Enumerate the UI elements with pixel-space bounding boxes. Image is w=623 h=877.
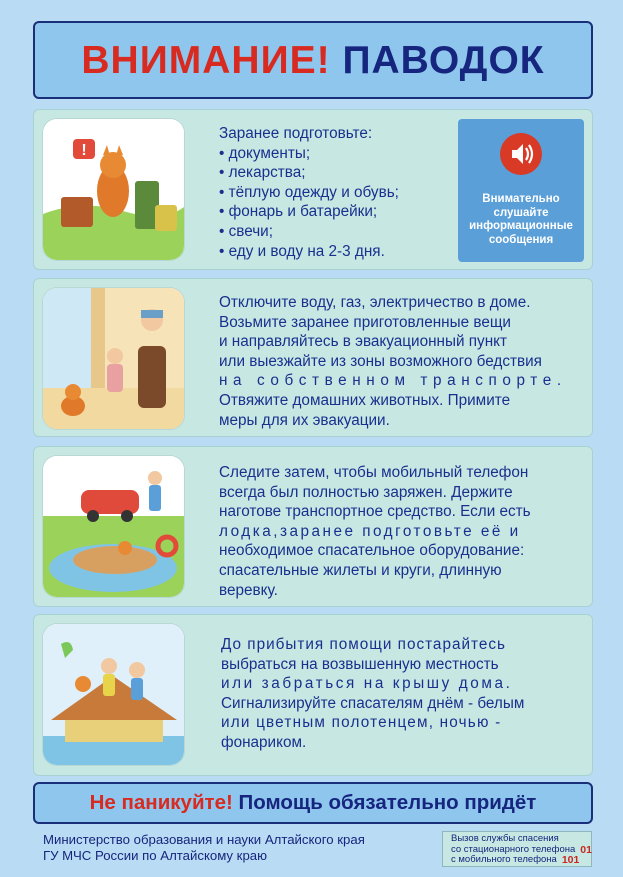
- speaker-icon: [500, 133, 542, 175]
- notice-line: сообщения: [488, 233, 554, 246]
- readiness-text: [219, 463, 575, 600]
- list-item: • еду и воду на 2-3 дня.: [219, 242, 385, 260]
- notice-line: Внимательно: [482, 193, 560, 205]
- text-line: или выезжайте из зоны возможного бедствия: [219, 352, 542, 370]
- prepare-panel: [33, 109, 593, 270]
- slogan-banner: [33, 782, 593, 824]
- text-line: и направляйтесь в эвакуационный пункт: [219, 333, 508, 351]
- text-line: или забраться на крышу дома.: [221, 675, 513, 693]
- text-line: лодка,заранее подготовьте её и: [219, 522, 521, 540]
- slogan-help-comes: Помощь обязательно придёт: [238, 791, 537, 814]
- text-line: меры для их эвакуации.: [219, 411, 390, 429]
- list-item: • фонарь и батарейки;: [219, 203, 378, 221]
- text-line: необходимое спасательное оборудование:: [219, 542, 525, 560]
- evacuate-text: [219, 293, 575, 430]
- landline-number: 01: [580, 843, 592, 856]
- text-line: Следите затем, чтобы мобильный телефон: [219, 464, 529, 481]
- text-line: всегда был полностью заряжен. Держите: [219, 483, 513, 501]
- text-line: выбраться на возвышенную местность: [221, 655, 499, 673]
- text-line: Возьмите заранее приготовленные вещи: [219, 313, 511, 331]
- text-line: на собственном транспорте.: [219, 372, 567, 390]
- text-line: веревку.: [219, 581, 278, 599]
- credits: [43, 832, 365, 863]
- prepare-list: [219, 124, 399, 261]
- list-item: • лекарства;: [219, 164, 306, 182]
- prepare-intro: Заранее подготовьте:: [219, 125, 373, 142]
- text-line: Отвяжите домашних животных. Примите: [219, 391, 511, 409]
- landline-label: со стационарного телефона: [451, 843, 576, 855]
- packing-illustration: [43, 119, 184, 260]
- boat-illustration: [43, 456, 184, 597]
- text-line: До прибытия помощи постарайтесь: [221, 636, 506, 653]
- roof-illustration: [43, 624, 184, 765]
- signal-panel: [33, 614, 593, 776]
- notice-line: информационные: [469, 220, 573, 232]
- signal-text: [221, 635, 575, 753]
- mobile-label: с мобильного телефона: [451, 854, 557, 865]
- evacuate-panel: [33, 278, 593, 437]
- text-line: или цветным полотенцем, ночью -: [221, 714, 502, 732]
- title-flood: ПАВОДОК: [342, 39, 545, 82]
- text-line: Сигнализируйте спасателям днём - белым: [221, 694, 525, 712]
- listen-notice: [458, 119, 584, 262]
- ministry-name: Министерство образования и науки Алтайского края: [43, 832, 365, 847]
- poster-title: [33, 21, 593, 99]
- evacuation-illustration: [43, 288, 184, 429]
- mobile-number: 101: [561, 854, 580, 866]
- mchs-name: ГУ МЧС России по Алтайскому краю: [43, 847, 268, 863]
- notice-line: слушайте: [493, 206, 549, 219]
- text-line: наготове транспортное средство. Если есть: [219, 503, 531, 521]
- emergency-phones: [442, 831, 592, 867]
- list-item: • свечи;: [219, 222, 273, 240]
- phones-title: Вызов службы спасения: [451, 833, 559, 844]
- warning-icon: !: [81, 142, 87, 159]
- list-item: • документы;: [219, 144, 311, 162]
- slogan-dont-panic: Не паникуйте!: [89, 791, 233, 814]
- text-line: фонариком.: [221, 733, 307, 751]
- text-line: Отключите воду, газ, электричество в доме.: [219, 294, 531, 311]
- list-item: • тёплую одежду и обувь;: [219, 183, 399, 201]
- text-line: спасательные жилеты и круги, длинную: [219, 561, 502, 579]
- readiness-panel: [33, 446, 593, 607]
- title-attention: ВНИМАНИЕ!: [81, 39, 331, 82]
